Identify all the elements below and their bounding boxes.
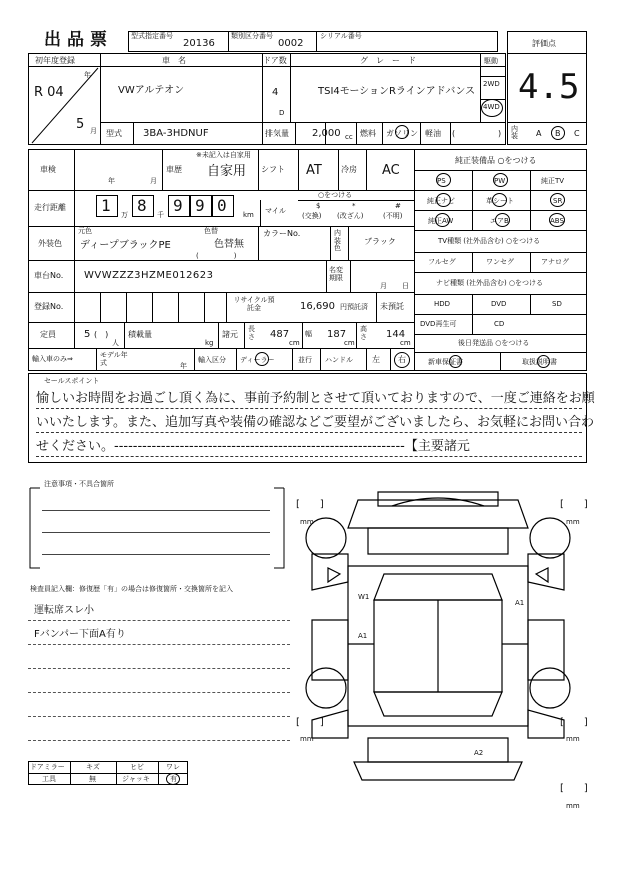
later-manual-circle <box>537 355 550 368</box>
type-designation: 20136 <box>183 38 215 49</box>
inspector-label: 検査員記入欄：修復歴「有」の場合は修復箇所・交換箇所を記入 <box>30 585 233 593</box>
parallel: 並行 <box>298 356 312 364</box>
inspection-year-unit: 年 <box>108 177 115 185</box>
sales-line-1: 愉しいお時間をお過ごし頂く為に、事前予約制とさせて頂いておりますので、一度ご連絡をお願 <box>36 392 582 409</box>
capacity-unit: 人 <box>112 339 119 347</box>
equip-leather: 革シート <box>486 197 514 205</box>
equip-ps: PS <box>437 177 446 185</box>
width: 187 <box>327 329 347 340</box>
mileage-swap-sym: $ <box>316 202 321 210</box>
width-cm: cm <box>344 339 355 347</box>
load-unit: kg <box>205 339 214 347</box>
interior-b: B <box>555 129 561 138</box>
mileage-unknown-sym: # <box>395 202 401 210</box>
recycle-unit: 円預託済 <box>340 303 368 311</box>
fuel-label: 燃料 <box>360 129 376 138</box>
tools-none: 無 <box>89 775 96 783</box>
mileage-tamper-sym: * <box>352 202 356 210</box>
tire-rr-bracket: [ ] <box>560 717 588 728</box>
color-change-label: 色替 <box>204 227 218 235</box>
interior-color-label: 内装色 <box>334 229 341 253</box>
later-title: 後日発送品 ○をつける <box>458 339 530 347</box>
recycle-unpaid: 未預託 <box>380 302 404 311</box>
mark-w1: W1 <box>358 593 370 601</box>
remark-1: 運転席スレ小 <box>34 605 94 616</box>
inspection-label: 車検 <box>40 165 56 174</box>
doors: 4 <box>272 87 279 98</box>
equip-navi-circle <box>436 193 451 207</box>
mileage-digit-4: 9 <box>195 196 205 215</box>
chassis-number: WVWZZZ3HZME012623 <box>84 270 214 281</box>
equip-ps-circle <box>436 173 451 187</box>
interior-c: C <box>574 129 580 138</box>
owner-note: ※未記入は自家用 <box>196 151 251 159</box>
tools-yes-circle <box>166 773 180 785</box>
tire-rl-bracket: [ ] <box>296 717 324 728</box>
history: 自家用 <box>207 164 247 179</box>
sales-line-3: せください。--------------------------------------------------------------【主要諸元 <box>36 440 582 457</box>
mileage-sen: 千 <box>157 211 164 219</box>
steering-left: 左 <box>372 355 380 364</box>
later-warranty-circle <box>449 355 462 368</box>
mileage-km: km <box>243 211 254 219</box>
sales-line-2: いいたします。また、追加写真や装備の確認などご要望がございましたら、お気軽にお問い合わ <box>36 416 582 433</box>
steering-right: 右 <box>398 355 406 364</box>
color-change: 色替無 <box>214 239 244 250</box>
import-label: 輸入車のみ⇒ <box>32 355 73 363</box>
mileage-digit-5: 0 <box>217 196 227 215</box>
class-no: 0002 <box>278 38 304 49</box>
mileage-man: 万 <box>121 211 128 219</box>
tv-oneseg: ワンセグ <box>486 258 514 266</box>
tire-rl-mm: mm <box>300 735 314 743</box>
model-label: 型式 <box>106 129 122 138</box>
model-year-unit: 年 <box>180 362 187 370</box>
length-cm: cm <box>289 339 300 347</box>
tools-mirror: ドアミラー <box>30 763 65 771</box>
width-label: 幅 <box>305 330 312 338</box>
original-color-label: 元色 <box>78 227 92 235</box>
tools-yes: 有 <box>170 775 177 783</box>
history-label: 車歴 <box>166 165 182 174</box>
inspection-month-unit: 月 <box>150 177 157 185</box>
capacity-label: 定員 <box>40 330 56 339</box>
first-reg-year: R 04 <box>34 85 64 100</box>
tools-tool: 工具 <box>42 775 56 783</box>
capacity-paren: ( ) <box>94 330 109 339</box>
navi-dvd-play: DVD再生可 <box>420 320 457 328</box>
navi-type-title: ナビ種類 (社外品含む) ○をつける <box>436 279 544 287</box>
mileage-tamper: (改ざん) <box>337 212 364 220</box>
car-body-diagram <box>288 470 598 800</box>
equipment-title: 純正装備品 ○をつける <box>455 156 537 165</box>
rename-month: 月 <box>380 282 387 290</box>
mileage-mile: マイル <box>265 207 286 215</box>
type-designation-label: 型式指定番号 <box>131 32 173 40</box>
first-reg-month: 5 <box>76 117 85 132</box>
mileage-unknown: (不明) <box>383 212 403 220</box>
tools-crack: ヒビ <box>130 763 144 771</box>
navi-cd: CD <box>494 320 505 328</box>
tire-rr-mm: mm <box>566 735 580 743</box>
model: 3BA-3HDNUF <box>143 128 209 139</box>
first-reg-year-unit: 年 <box>84 71 91 79</box>
class-label: 類別区分番号 <box>231 32 273 40</box>
drive-4wd-circle <box>481 99 503 117</box>
model-year-label: モデル年式 <box>100 351 128 368</box>
rating: 4.5 <box>518 67 580 107</box>
mileage-digit-2: 8 <box>137 196 147 215</box>
color-label: 外装色 <box>38 239 62 248</box>
equip-sr: SR <box>553 197 563 205</box>
displacement-unit: cc <box>345 133 353 141</box>
tv-type-title: TV種類 (社外品含む) ○をつける <box>438 237 541 245</box>
mileage-digit-3: 9 <box>173 196 183 215</box>
mark-a1-right: A1 <box>515 599 525 607</box>
capacity: 5 <box>84 329 91 340</box>
height: 144 <box>386 329 406 340</box>
equip-navi: 純正ナビ <box>427 197 455 205</box>
registration-label: 登録No. <box>34 302 64 311</box>
equip-leather-circle <box>492 193 507 207</box>
chassis-label: 車台No. <box>34 271 64 280</box>
dims-label: 諸元 <box>222 330 238 339</box>
tire-spare-bracket: [ ] <box>560 783 588 794</box>
tire-fl-bracket: [ ] <box>296 499 324 510</box>
recycle-amount: 16,690 <box>300 301 335 312</box>
equip-aw-circle <box>435 213 450 227</box>
grade-label: グ レ ー ド <box>360 56 416 65</box>
sales-point-label: セールスポイント <box>44 377 100 385</box>
equip-airbag-circle <box>495 213 510 227</box>
height-label: 高さ <box>360 325 367 341</box>
equip-airbag: エアB <box>490 217 509 225</box>
mileage-swap: (交換) <box>302 212 322 220</box>
tv-analog: アナログ <box>541 258 569 266</box>
tire-spare-mm: mm <box>566 802 580 810</box>
caution-bracket <box>26 484 288 572</box>
equip-pw-circle <box>493 173 508 187</box>
length-label: 長さ <box>248 325 255 341</box>
color-change-paren: ( ) <box>196 252 237 260</box>
serial-label: シリアル番号 <box>320 32 362 40</box>
rating-label: 評価点 <box>532 39 556 48</box>
caution-label: 注意事項・不具合箇所 <box>44 480 114 488</box>
car-name-label: 車 名 <box>162 56 186 65</box>
interior-label: 内装 <box>511 125 518 140</box>
tv-fullseg: フルセグ <box>428 258 456 266</box>
fuel-gas-circle <box>395 125 409 139</box>
remark-2: Fバンパー下面A有り <box>34 629 126 640</box>
mileage-circle-note: ○をつける <box>318 191 353 199</box>
original-color: ディープブラックPE <box>80 240 171 251</box>
displacement-label: 排気量 <box>265 129 289 138</box>
import-class-label: 輸入区分 <box>198 356 226 364</box>
tire-fl-mm: mm <box>300 518 314 526</box>
navi-sd: SD <box>552 300 562 308</box>
tire-fr-bracket: [ ] <box>560 499 588 510</box>
car-name: VWアルテオン <box>118 85 185 96</box>
ac-label: 冷房 <box>341 165 357 174</box>
mileage-digit-1: 1 <box>101 196 111 215</box>
equip-abs-circle <box>549 213 565 227</box>
drive-label: 駆動 <box>484 57 498 65</box>
dealer-circle <box>255 352 269 366</box>
steering-label: ハンドル <box>325 356 353 364</box>
doors-label: ドア数 <box>263 56 287 65</box>
equip-sr-circle <box>550 193 565 207</box>
dealer: ディーラー <box>240 356 275 364</box>
steering-right-circle <box>394 352 410 368</box>
shift: AT <box>306 163 322 178</box>
drive-4wd: 4WD <box>483 103 500 111</box>
displacement: 2,000 <box>312 128 341 139</box>
tools-scratch: キズ <box>86 763 100 771</box>
interior-b-circle <box>551 126 565 140</box>
drive-2wd: 2WD <box>483 80 500 88</box>
equip-aw: 純正AW <box>428 217 454 225</box>
first-reg-month-unit: 月 <box>90 127 97 135</box>
sheet-title: 出品票 <box>44 30 113 50</box>
first-reg-label: 初年度登録 <box>35 56 75 65</box>
rename-label: 名変期限 <box>329 266 343 283</box>
height-cm: cm <box>400 339 411 347</box>
tools-break: ワレ <box>166 763 180 771</box>
shift-label: シフト <box>261 165 285 174</box>
equip-pw: PW <box>494 177 506 185</box>
doors-suffix: D <box>279 109 285 117</box>
interior-a: A <box>536 129 542 138</box>
recycle-label: リサイクル預託金 <box>233 296 275 313</box>
later-manual: 取扱説明書 <box>522 358 557 366</box>
ac: AC <box>382 163 400 178</box>
mileage-label: 走行距離 <box>34 203 66 212</box>
mark-a1-left: A1 <box>358 632 368 640</box>
equip-tv: 純正TV <box>541 177 565 185</box>
load-label: 積載量 <box>128 330 152 339</box>
fuel-gas: ガソリン <box>386 129 418 138</box>
navi-hdd: HDD <box>434 300 451 308</box>
tools-jack: ジャッキ <box>122 775 150 783</box>
interior-color: ブラック <box>364 237 396 246</box>
colorno-label: カラーNo. <box>263 229 301 238</box>
navi-dvd: DVD <box>491 300 507 308</box>
mark-a2: A2 <box>474 749 484 757</box>
tire-fr-mm: mm <box>566 518 580 526</box>
length: 487 <box>270 329 290 340</box>
rename-day: 日 <box>402 282 409 290</box>
equip-abs: ABS <box>550 217 564 225</box>
grade: TSI4モーションRラインアドバンス <box>318 86 476 97</box>
fuel-light: 軽油 <box>425 129 441 138</box>
later-warranty: 新車保証書 <box>428 358 463 366</box>
